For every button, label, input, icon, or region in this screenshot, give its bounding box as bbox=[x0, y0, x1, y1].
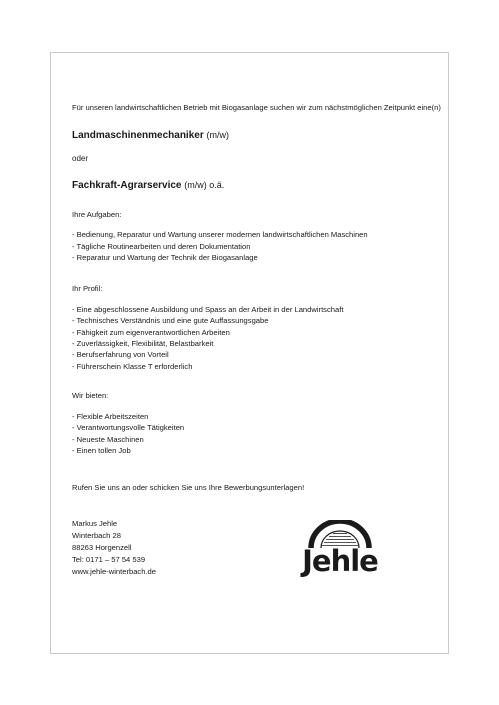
job-title-primary-suffix: (m/w) bbox=[206, 130, 229, 141]
contact-city: 88263 Horgenzell bbox=[72, 542, 132, 552]
list-item: - Führerschein Klasse T erforderlich bbox=[72, 361, 442, 372]
contact-website-link[interactable]: www.jehle-winterbach.de bbox=[72, 566, 156, 576]
list-item: - Tägliche Routinearbeiten und deren Dokumentation bbox=[72, 241, 442, 252]
contact-phone[interactable]: Tel: 0171 – 57 54 539 bbox=[72, 554, 146, 564]
intro-text: Für unseren landwirtschaftlichen Betrieb mit Biogasanlage suchen wir zum nächstmöglichen Zeitpunkt eine(n) bbox=[72, 103, 441, 112]
list-item: - Eine abgeschlossene Ausbildung und Spass an der Arbeit in der Landwirtschaft bbox=[72, 304, 442, 315]
list-item: - Verantwortungsvolle Tätigkeiten bbox=[72, 422, 442, 433]
job-ad-page bbox=[50, 52, 449, 654]
list-item: - Bedienung, Reparatur und Wartung unserer modernen landwirtschaftlichen Maschinen bbox=[72, 229, 442, 240]
job-title-primary-name: Landmaschinenmechaniker bbox=[72, 130, 204, 142]
tasks-list bbox=[72, 229, 442, 263]
offer-heading: Wir bieten: bbox=[72, 391, 109, 401]
job-title-secondary bbox=[72, 179, 442, 192]
contact-name: Markus Jehle bbox=[72, 518, 118, 528]
list-item: - Zuverlässigkeit, Flexibilität, Belastbarkeit bbox=[72, 338, 442, 349]
contact-street: Winterbach 28 bbox=[72, 530, 121, 540]
offer-list bbox=[72, 411, 442, 457]
logo-wordmark: Jehle bbox=[302, 544, 378, 578]
list-item: - Neueste Maschinen bbox=[72, 434, 442, 445]
job-title-secondary-suffix: (m/w) o.ä. bbox=[184, 179, 225, 190]
list-item: - Einen tollen Job bbox=[72, 445, 442, 456]
list-item: - Reparatur und Wartung der Technik der Biogasanlage bbox=[72, 252, 442, 263]
list-item: - Flexible Arbeitszeiten bbox=[72, 411, 442, 422]
tasks-heading: Ihre Aufgaben: bbox=[72, 209, 122, 219]
list-item: - Berufserfahrung von Vorteil bbox=[72, 349, 442, 360]
connector-text: oder bbox=[72, 154, 89, 164]
jehle-logo bbox=[291, 520, 389, 582]
profile-list bbox=[72, 304, 442, 372]
job-title-primary bbox=[72, 129, 442, 142]
job-ad-content bbox=[72, 102, 442, 578]
list-item: - Fähigkeit zum eigenverantwortlichen Arbeiten bbox=[72, 327, 442, 338]
job-title-secondary-name: Fachkraft-Agrarservice bbox=[72, 179, 182, 191]
call-to-action: Rufen Sie uns an oder schicken Sie uns Ihre Bewerbungsunterlagen! bbox=[72, 483, 305, 493]
profile-heading: Ihr Profil: bbox=[72, 284, 103, 294]
list-item: - Technisches Verständnis und eine gute Auffassungsgabe bbox=[72, 315, 442, 326]
